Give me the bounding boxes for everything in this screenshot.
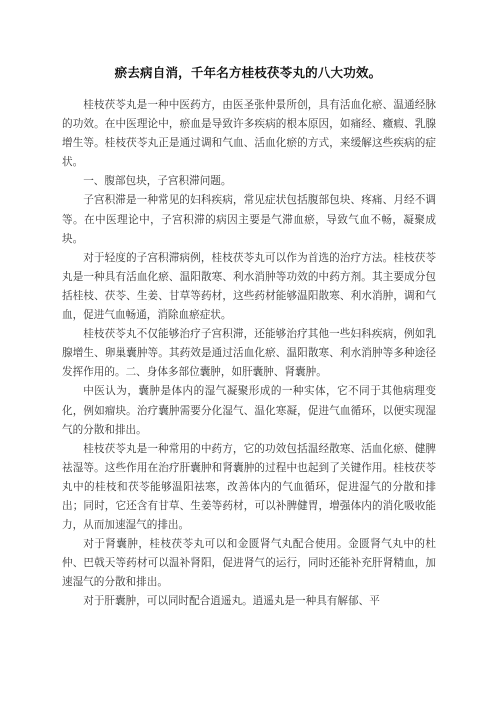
paragraph-kidney-cyst: 对于肾囊肿，桂枝茯苓丸可以和金匮肾气丸配合使用。金匮肾气丸中的杜仲、巴戟天等药材可以温补肾阳，促进肾气的运行，同时还能补充肝肾精血，加速湿气的分散和排出。 — [62, 538, 436, 589]
paragraph-treatment: 对于轻度的子宫积滞病例，桂枝茯苓丸可以作为首选的治疗方法。桂枝茯苓丸是一种具有活血化瘀、温阳散寒、利水消肿等功效的中药方剂。其主要成分包括桂枝、茯苓、生姜、甘草等药材，这些药材能够温阳散寒、利水消肿，调和气血，促进气血畅通，消除血瘀症状。 — [62, 251, 436, 322]
paragraph-cyst-theory: 中医认为，囊肿是体内的湿气凝聚形成的一种实体，它不同于其他病理变化，例如瘤块。治疗囊肿需要分化湿气、温化寒凝，促进气血循环，以便实现湿气的分散和排出。 — [62, 385, 436, 436]
paragraph-other-diseases: 桂枝茯苓丸不仅能够治疗子宫积滞，还能够治疗其他一些妇科疾病，例如乳腺增生、卵巢囊肿等。其药效是通过活血化瘀、温阳散寒、利水消肿等多种途径发挥作用的。二、身体多部位囊肿，如肝囊肿、肾囊肿。 — [62, 328, 436, 379]
document-body — [62, 96, 436, 612]
paragraph-section-heading-1: 一、腹部包块，子宫积滞问题。 — [83, 175, 232, 188]
paragraph-intro: 桂枝茯苓丸是一种中医药方，由医圣张仲景所创，具有活血化瘀、温通经脉的功效。在中医理论中，瘀血是导致许多疾病的根本原因，如痛经、癥瘕、乳腺增生等。桂枝茯苓丸正是通过调和气血、活血化瘀的方式，来缓解这些疾病的症状。 — [62, 99, 436, 169]
paragraph-uterine-stagnation: 子宫积滞是一种常见的妇科疾病，常见症状包括腹部包块、疼痛、月经不调等。在中医理论中，子宫积滞的病因主要是气滞血瘀，导致气血不畅，凝聚成块。 — [62, 194, 436, 245]
paragraph-liver-cyst: 对于肝囊肿，可以同时配合逍遥丸。逍遥丸是一种具有解郁、平 — [83, 595, 380, 608]
paragraph-cyst-treatment: 桂枝茯苓丸是一种常用的中药方，它的功效包括温经散寒、活血化瘀、健脾祛湿等。这些作用在治疗肝囊肿和肾囊肿的过程中也起到了关键作用。桂枝茯苓丸中的桂枝和茯苓能够温阳祛寒，改善体内的气血循环，促进湿气的分散和排出；同时，它还含有甘草、生姜等药材，可以补脾健胃，增强体内的消化吸收能力，从而加速湿气的排出。 — [62, 442, 436, 532]
document-title: 瘀去病自消，千年名方桂枝茯苓丸的八大功效。 — [114, 65, 382, 80]
